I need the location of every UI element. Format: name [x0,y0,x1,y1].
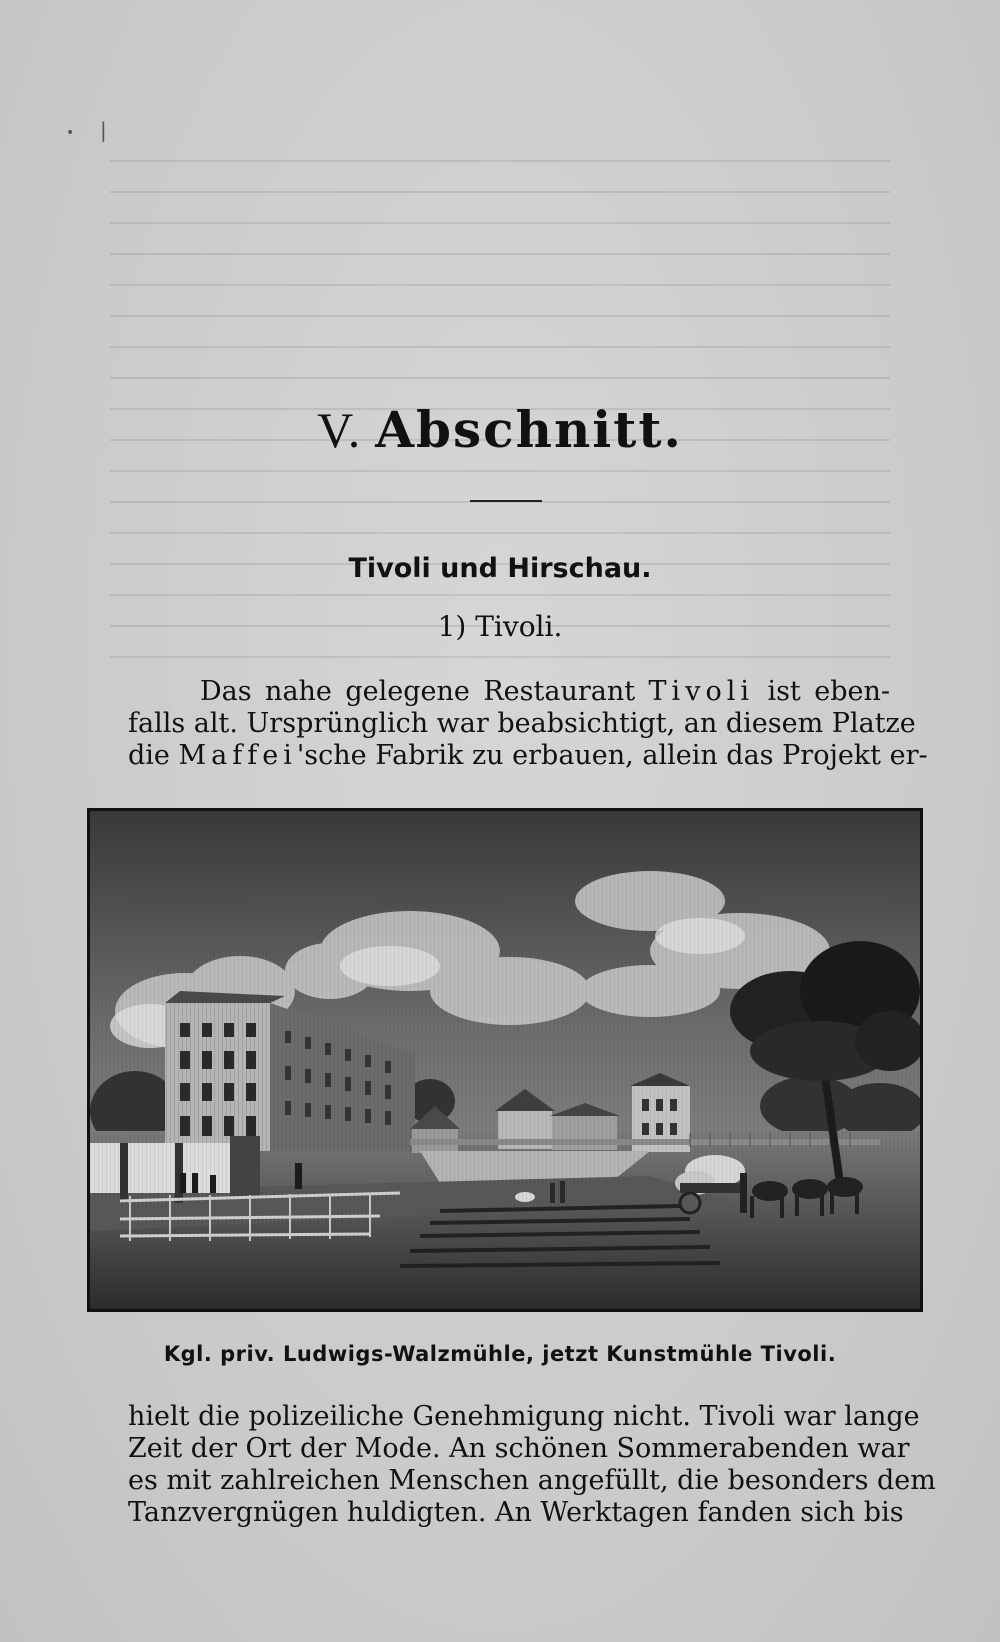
margin-tick: | [100,118,107,142]
paragraph-2-line-4: Tanzvergnügen huldigten. An Werktagen fanden sich bis [128,1497,904,1528]
chapter-heading [0,400,1000,459]
chapter-number: V. [317,402,362,458]
paragraph-2-line-2: Zeit der Ort der Mode. An schönen Sommerabenden war [128,1433,910,1464]
paragraph-1-line-1: Das nahe gelegene Restaurant Tivoli ist eben- [200,676,890,707]
mill-engraving [90,811,920,1309]
restaurant-name: Tivoli [648,676,754,707]
paragraph-1-line-3: die Maffei'sche Fabrik zu erbauen, allein das Projekt er- [128,740,928,771]
heading-rule [470,500,542,502]
subsection-title: 1) Tivoli. [437,610,563,643]
section-title: Tivoli und Hirschau. [348,553,652,584]
engraving-illustration [87,808,923,1312]
paragraph-1-line-2: falls alt. Ursprünglich war beabsichtigt, an diesem Platze [128,708,916,739]
chapter-title: Abschnitt. [375,400,683,459]
paragraph-2-line-3: es mit zahlreichen Menschen angefüllt, die besonders dem [128,1465,936,1496]
paragraph-1 [128,676,928,772]
figure-caption: Kgl. priv. Ludwigs-Walzmühle, jetzt Kunstmühle Tivoli. [163,1342,837,1366]
paragraph-2-line-1: hielt die polizeiliche Genehmigung nicht. Tivoli war lange [128,1401,920,1432]
margin-dot: • [66,125,75,141]
paragraph-2 [128,1401,936,1529]
factory-name: Maffei [178,740,297,771]
